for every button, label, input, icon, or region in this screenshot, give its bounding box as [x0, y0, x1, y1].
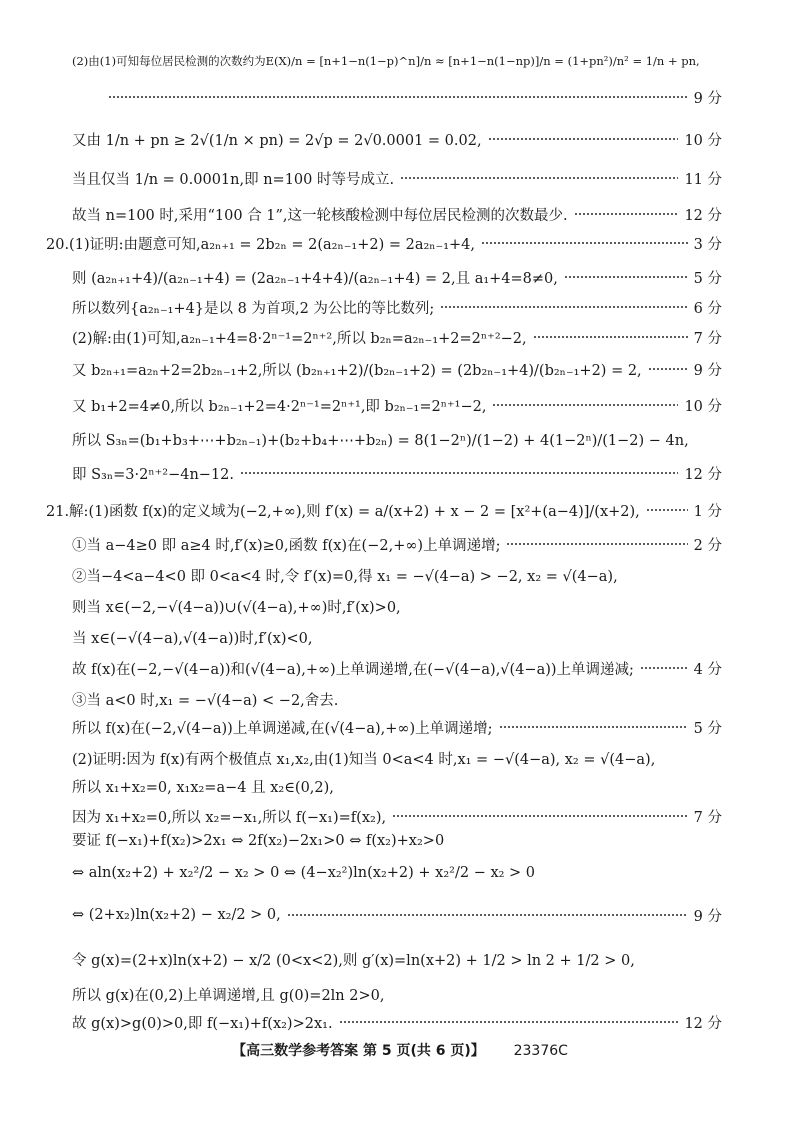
- line-text: 即 S₃ₙ=3·2ⁿ⁺²−4n−12.: [72, 466, 234, 483]
- answer-line: [72, 356, 722, 382]
- answer-line: [72, 714, 722, 740]
- leader-dots: [339, 1021, 679, 1023]
- score-label: 6 分: [693, 300, 722, 317]
- line-text: 故 f(x)在(−2,−√(4−a))和(√(4−a),+∞)上单调递增,在(−√(4−a),√(4−a))上单调递减;: [72, 661, 634, 678]
- answer-line: [72, 294, 722, 320]
- score-label: 9 分: [693, 362, 722, 379]
- answer-line: [72, 460, 722, 486]
- leader-dots: [574, 213, 679, 215]
- leader-dots: [506, 543, 687, 545]
- answer-line: [72, 981, 722, 1007]
- line-text: 因为 x₁+x₂=0,所以 x₂=−x₁,所以 f(−x₁)=f(x₂),: [72, 809, 387, 826]
- leader-dots: [492, 404, 678, 406]
- score-label: 5 分: [693, 270, 722, 287]
- answer-line: [72, 745, 722, 771]
- answer-line: [72, 593, 722, 619]
- answer-line: [72, 655, 722, 681]
- answer-line: [72, 165, 722, 191]
- score-label: 9 分: [693, 90, 722, 107]
- leader-dots: [499, 726, 688, 728]
- leader-dots: [440, 306, 687, 308]
- answer-line: [72, 531, 722, 557]
- score-label: 7 分: [693, 330, 722, 347]
- page-footer: [0, 1040, 800, 1060]
- score-label: 1 分: [693, 503, 722, 520]
- score-label: 9 分: [693, 908, 722, 925]
- leader-dots: [287, 914, 688, 916]
- line-text: 令 g(x)=(2+x)ln(x+2) − x/2 (0<x<2),则 g′(x)=ln(x+2) + 1/2 > ln 2 + 1/2 > 0,: [72, 952, 635, 969]
- answer-line: [102, 84, 722, 110]
- leader-dots: [640, 667, 688, 669]
- score-label: 7 分: [693, 809, 722, 826]
- line-text: ①当 a−4≥0 即 a≥4 时,f′(x)≥0,函数 f(x)在(−2,+∞)上单调递增;: [72, 537, 501, 554]
- line-text: ⇔ (2+x₂)ln(x₂+2) − x₂/2 > 0,: [72, 907, 281, 923]
- leader-dots: [392, 815, 688, 817]
- answer-line: [72, 126, 722, 152]
- line-text: 则 (a₂ₙ₊₁+4)/(a₂ₙ₋₁+4) = (2a₂ₙ₋₁+4+4)/(a₂ₙ₋₁+4) = 2,且 a₁+4=8≠0,: [72, 270, 558, 287]
- line-text: ③当 a<0 时,x₁ = −√(4−a) < −2,舍去.: [72, 692, 339, 709]
- line-text: 又由 1/n + pn ≥ 2√(1/n × pn) = 2√p = 2√0.0001 = 0.02,: [72, 132, 482, 149]
- line-text: ⇔ aln(x₂+2) + x₂²/2 − x₂ > 0 ⇔ (4−x₂²)ln(x₂+2) + x₂²/2 − x₂ > 0: [72, 865, 536, 881]
- line-text: 当且仅当 1/n = 0.0001n,即 n=100 时等号成立.: [72, 171, 395, 188]
- score-label: 5 分: [693, 720, 722, 737]
- score-label: 12 分: [684, 1015, 722, 1032]
- line-text: 又 b₂ₙ₊₁=a₂ₙ+2=2b₂ₙ₋₁+2,所以 (b₂ₙ₊₁+2)/(b₂ₙ₋₁+2) = (2b₂ₙ₋₁+4)/(b₂ₙ₋₁+2) = 2,: [72, 362, 642, 379]
- line-text: ②当−4<a−4<0 即 0<a<4 时,令 f′(x)=0,得 x₁ = −√(4−a) > −2, x₂ = √(4−a),: [72, 568, 618, 585]
- score-label: 10 分: [684, 398, 722, 415]
- answer-line: [72, 946, 722, 972]
- footer-title: 【高三数学参考答案 第 5 页(共 6 页)】: [232, 1043, 485, 1059]
- line-text: 故当 n=100 时,采用“100 合 1”,这一轮核酸检测中每位居民检测的次数最少.: [72, 207, 568, 224]
- answer-line: [72, 324, 722, 350]
- score-label: 11 分: [684, 171, 722, 188]
- answer-line: [72, 860, 722, 886]
- line-text: (2)解:由(1)可知,a₂ₙ₋₁+4=8·2ⁿ⁻¹=2ⁿ⁺²,所以 b₂ₙ=a₂ₙ₋₁+2=2ⁿ⁺²−2,: [72, 330, 527, 347]
- line-text: 当 x∈(−√(4−a),√(4−a))时,f′(x)<0,: [72, 630, 313, 647]
- leader-dots: [646, 509, 688, 511]
- line-text: 则当 x∈(−2,−√(4−a))∪(√(4−a),+∞)时,f′(x)>0,: [72, 599, 401, 616]
- score-label: 2 分: [693, 537, 722, 554]
- answer-line: [72, 826, 722, 852]
- line-text: 21.解:(1)函数 f(x)的定义域为(−2,+∞),则 f′(x) = a/(x+2) + x − 2 = [x²+(a−4)]/(x+2),: [46, 503, 640, 520]
- answer-line: [72, 48, 722, 74]
- answer-line: [72, 686, 722, 712]
- line-text: 故 g(x)>g(0)>0,即 f(−x₁)+f(x₂)>2x₁.: [72, 1015, 333, 1032]
- answer-line: [72, 201, 722, 227]
- answer-line: [46, 230, 722, 256]
- line-text: (2)由(1)可知每位居民检测的次数约为E(X)/n = [n+1−n(1−p)^n]/n ≈ [n+1−n(1−np)]/n = (1+pn²)/n² = 1/n + pn,: [72, 54, 700, 68]
- answer-line: [72, 902, 722, 928]
- line-text: (2)证明:因为 f(x)有两个极值点 x₁,x₂,由(1)知当 0<a<4 时,x₁ = −√(4−a), x₂ = √(4−a),: [72, 751, 656, 768]
- leader-dots: [533, 336, 688, 338]
- line-text: 所以 g(x)在(0,2)上单调递增,且 g(0)=2ln 2>0,: [72, 987, 385, 1004]
- answer-line: [72, 426, 722, 452]
- leader-dots: [108, 96, 688, 98]
- leader-dots: [481, 242, 688, 244]
- answer-line: [46, 497, 722, 523]
- line-text: 所以 x₁+x₂=0, x₁x₂=a−4 且 x₂∈(0,2),: [72, 779, 334, 796]
- answer-line: [72, 562, 722, 588]
- line-text: 又 b₁+2=4≠0,所以 b₂ₙ₋₁+2=4·2ⁿ⁻¹=2ⁿ⁺¹,即 b₂ₙ₋₁=2ⁿ⁺¹−2,: [72, 398, 487, 415]
- score-label: 12 分: [684, 207, 722, 224]
- answer-line: [72, 264, 722, 290]
- leader-dots: [240, 472, 678, 474]
- leader-dots: [564, 276, 688, 278]
- footer-code: 23376C: [513, 1043, 568, 1059]
- answer-line: [72, 624, 722, 650]
- leader-dots: [648, 368, 688, 370]
- line-text: 要证 f(−x₁)+f(x₂)>2x₁ ⇔ 2f(x₂)−2x₁>0 ⇔ f(x₂)+x₂>0: [72, 832, 445, 849]
- line-text: 所以数列{a₂ₙ₋₁+4}是以 8 为首项,2 为公比的等比数列;: [72, 300, 435, 317]
- score-label: 4 分: [693, 661, 722, 678]
- answer-line: [72, 773, 722, 799]
- leader-dots: [488, 138, 679, 140]
- line-text: 所以 S₃ₙ=(b₁+b₃+⋯+b₂ₙ₋₁)+(b₂+b₄+⋯+b₂ₙ) = 8(1−2ⁿ)/(1−2) + 4(1−2ⁿ)/(1−2) − 4n,: [72, 432, 689, 449]
- line-text: 20.(1)证明:由题意可知,a₂ₙ₊₁ = 2b₂ₙ = 2(a₂ₙ₋₁+2) = 2a₂ₙ₋₁+4,: [46, 236, 476, 253]
- line-text: 所以 f(x)在(−2,√(4−a))上单调递减,在(√(4−a),+∞)上单调递增;: [72, 720, 493, 737]
- score-label: 10 分: [684, 132, 722, 149]
- score-label: 12 分: [684, 466, 722, 483]
- answer-line: [72, 1009, 722, 1035]
- answer-line: [72, 392, 722, 418]
- score-label: 3 分: [693, 236, 722, 253]
- leader-dots: [400, 177, 678, 179]
